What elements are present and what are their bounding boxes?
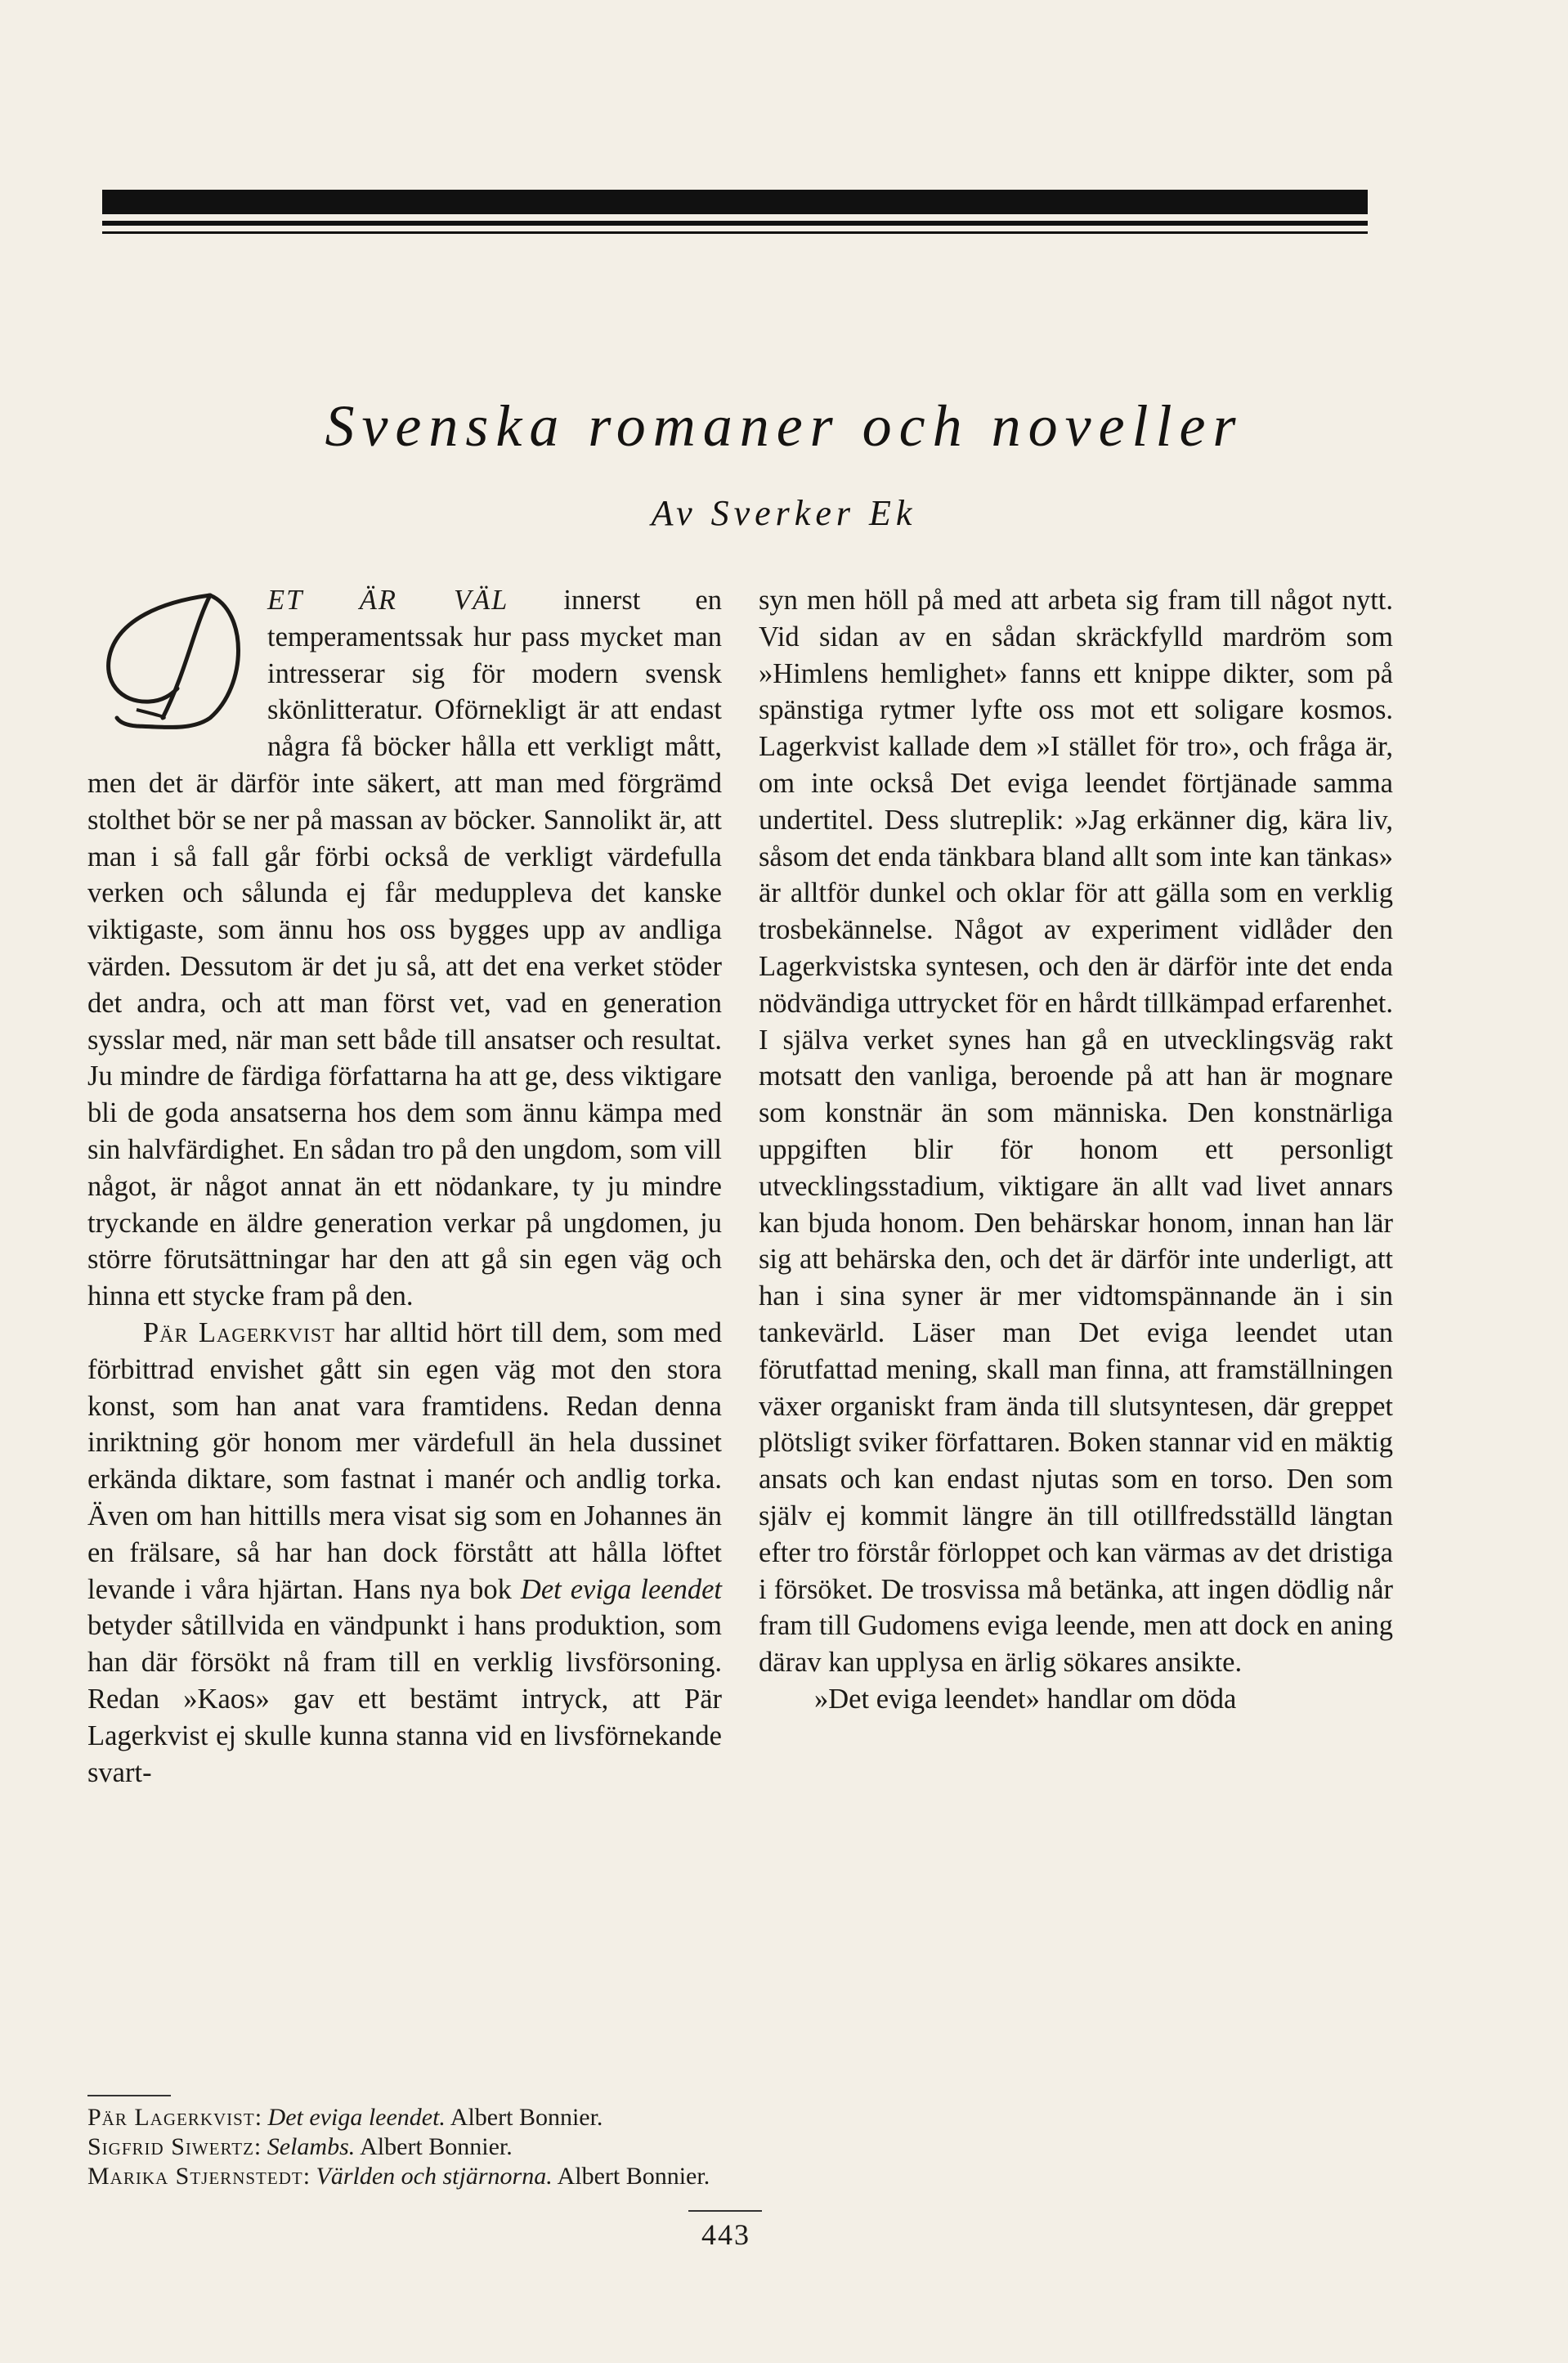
page-number: 443 (701, 2218, 750, 2251)
paragraph-lagerkvist (87, 1315, 722, 1791)
footnote-title: Världen och stjärnorna. (316, 2163, 553, 2190)
paragraph-intro (87, 582, 722, 1315)
author-name: Pär Lagerkvist (143, 1316, 335, 1348)
footnote: Sigfrid Siwertz: Selambs. Albert Bonnier. (87, 2133, 513, 2160)
dropcap-d-icon (87, 587, 256, 733)
paragraph-next: »Det eviga leendet» handlar om döda (814, 1683, 1237, 1715)
footnote-publisher: Albert Bonnier. (450, 2104, 603, 2131)
footnote-publisher: Albert Bonnier. (557, 2163, 710, 2190)
footnote-author: Marika Stjernstedt (87, 2163, 303, 2190)
footnotes (87, 2103, 1150, 2191)
header-rule-thick (102, 190, 1368, 214)
paragraph-text: har alltid hört till dem, som med förbittrad envishet gått sin egen väg mot den stora konst, som han anat vara framtidens. Redan denna inriktning gör honom mer värdefull än hela dussinet erkända diktare, som fastnat i manér och andlig torka. Även om han hittills mera visat sig som en Johannes än en frälsare, så har han dock förstått att hålla löftet levande i våra hjärtan. Hans nya bok (87, 1316, 722, 1605)
paragraph-intro-text: innerst en temperamentssak hur pass mycket man intresserar sig för modern svensk skönlitteratur. Oförnekligt är att endast några få böcker hålla ett verkligt mått, men det är därför inte säkert, att man med förgrämd stolthet bör se ner på massan av böcker. Sannolikt är, att man i så fall går förbi också de verkligt värdefulla verken och sålunda ej får meduppleva det kanske viktigaste, som ännu hos oss bygges upp av andliga värden. Dessutom är det ju så, att det ena verket stöder det andra, och att man först vet, vad en generation sysslar med, när man sett både till ansatser och resultat. Ju mindre de färdiga författarna ha att ge, dess viktigare bli de goda ansatserna hos dem som ännu kämpa med sin halvfärdighet. En sådan tro på den ungdom, som vill något, är något annat än ett nödankare, ty ju mindre tryckande en äldre generation verkar på ungdomen, ju större förutsättningar har den att gå sin egen väg och hinna ett stycke fram på den. (87, 585, 722, 1312)
footnote-title: Selambs. (267, 2133, 356, 2160)
paragraph-continued: syn men höll på med att arbeta sig fram till något nytt. Vid sidan av en sådan skräckfylld mardröm som »Himlens hemlighet» fanns ett knippe dikter, som på spänstiga rytmer lyfte oss mot ett soligare kosmos. Lagerkvist kallade dem »I stället för tro», och fråga är, om inte också Det eviga leendet förtjänade samma undertitel. Dess slutreplik: »Jag erkänner dig, kära liv, såsom det enda tänkbara bland allt som inte kan tänkas» är alltför dunkel och oklar för att gälla som en verklig trosbekännelse. Något av experiment vidlåder den Lagerkvistska syntesen, och den är därför inte det enda nödvändiga uttrycket för en hårdt tillkämpad erfarenhet. I själva verket synes han gå en utvecklingsväg rakt motsatt den vanliga, beroende på att han är mognare som konstnär än som människa. Den konstnärliga uppgiften blir för honom ett personligt utvecklingsstadium, viktigare än allt vad livet annars kan bjuda honom. Den behärskar honom, innan han lär sig att behärska den, och det är därför inte underligt, att han i sina syner är mer vidtomspännande än i sin tankevärld. Läser man Det eviga leendet utan förutfattad mening, skall man finna, att framställningen växer organiskt fram ända till slutsyntesen, där greppet plötsligt sviker författaren. Boken stannar vid en mäktig ansats och kan endast njutas som en torso. Den som själv ej kommit längre än till otillfredsställd längtan efter tro förstår förloppet och kan värmas av det dristiga i försöket. De trosvissa må betänka, att ingen dödlig når fram till Gudomens eviga leende, men att dock en aning därav kan upplysa en ärlig sökares ansikte. (759, 585, 1393, 1679)
lead-words: ET ÄR VÄL (267, 585, 509, 616)
paragraph-text: betyder såtillvida en vändpunkt i hans produktion, som han där försökt nå fram till en verklig livsförsoning. Redan »Kaos» gav ett bestämt intryck, att Pär Lagerkvist ej skulle kunna stanna vid en livsförnekande svart- (87, 1610, 722, 1788)
column-left (87, 582, 722, 1791)
article-byline: Av Sverker Ek (651, 493, 917, 533)
book-title: Det eviga leendet (520, 1573, 722, 1605)
footnote-rule (87, 2095, 171, 2096)
footnote-title: Det eviga leendet. (267, 2104, 446, 2131)
footnote-publisher: Albert Bonnier. (360, 2133, 513, 2160)
footnote-author: Sigfrid Siwertz (87, 2133, 254, 2160)
article-title: Svenska romaner och noveller (325, 393, 1243, 459)
column-right (759, 582, 1393, 1718)
footnote: Pär Lagerkvist: Det eviga leendet. Albert Bonnier. (87, 2104, 603, 2131)
footnote: Marika Stjernstedt: Världen och stjärnorna. Albert Bonnier. (87, 2163, 710, 2190)
header-rule-middle (102, 221, 1368, 226)
page-number-rule (688, 2210, 762, 2212)
footnote-author: Pär Lagerkvist (87, 2104, 255, 2131)
header-rule-thin (102, 231, 1368, 234)
